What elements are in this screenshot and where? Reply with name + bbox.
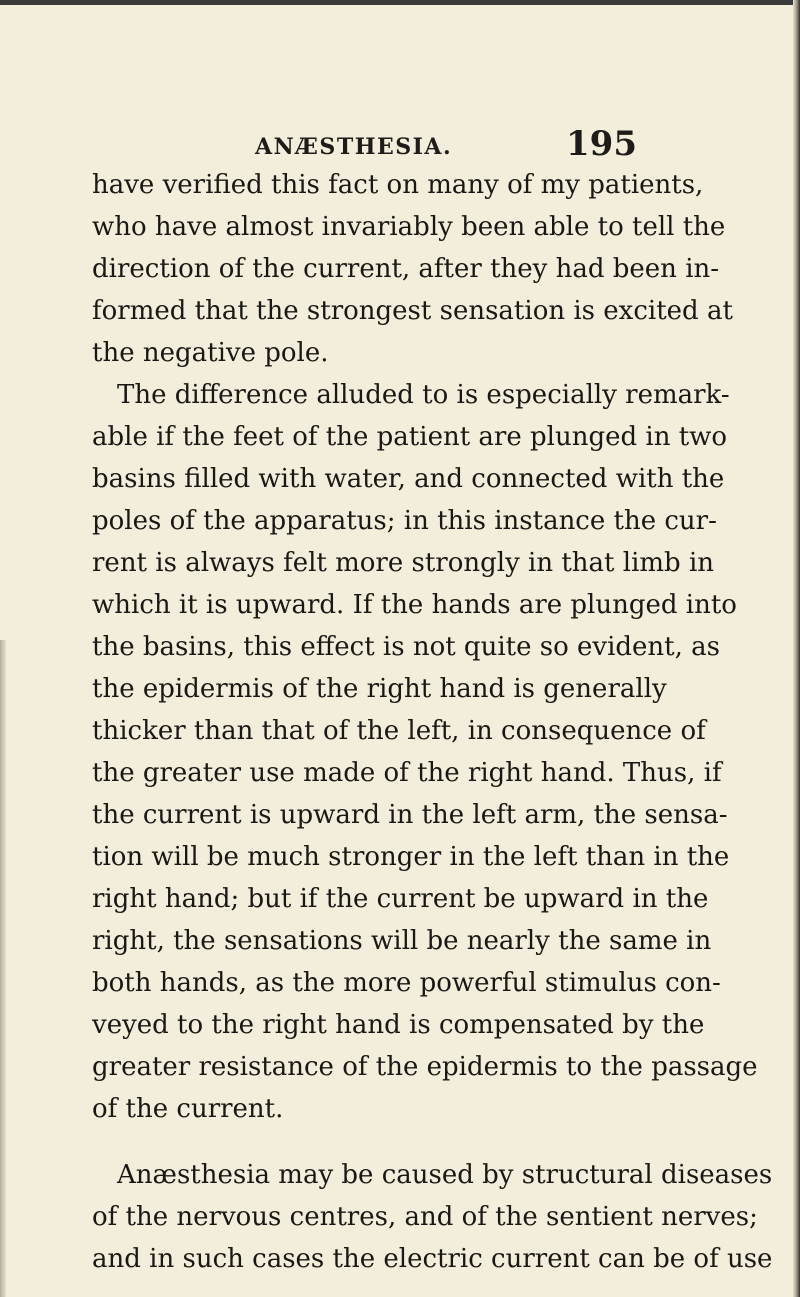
text-line: able if the feet of the patient are plunged in two: [92, 422, 728, 452]
text-line: poles of the apparatus; in this instance the cur-: [92, 506, 717, 536]
text-line: the basins, this effect is not quite so evident, as: [92, 632, 720, 662]
text-line: right, the sensations will be nearly the same in: [92, 926, 712, 956]
text-line: the epidermis of the right hand is generally: [92, 674, 667, 704]
text-line: direction of the current, after they had been in-: [92, 254, 720, 284]
paragraph: [92, 1154, 773, 1280]
page-left-shadow: [0, 640, 6, 1297]
text-line: the negative pole.: [92, 338, 329, 368]
text-line: and in such cases the electric current can be of use: [92, 1244, 773, 1274]
page-top-edge: [0, 0, 800, 5]
text-line: who have almost invariably been able to tell the: [92, 212, 726, 242]
text-line: basins filled with water, and connected with the: [92, 464, 725, 494]
text-line: have verified this fact on many of my patients,: [92, 170, 704, 200]
page-binding-edge: [793, 0, 800, 1297]
text-line: formed that the strongest sensation is excited at: [92, 296, 733, 326]
paragraph: [92, 164, 733, 374]
text-line: tion will be much stronger in the left than in the: [92, 842, 730, 872]
text-line: of the nervous centres, and of the sentient nerves;: [92, 1202, 758, 1232]
text-line: the greater use made of the right hand. Thus, if: [92, 758, 722, 788]
text-line: rent is always felt more strongly in that limb in: [92, 548, 715, 578]
body-text: [92, 164, 773, 1280]
text-line: greater resistance of the epidermis to the passage: [92, 1052, 758, 1082]
text-line: veyed to the right hand is compensated by the: [92, 1010, 705, 1040]
running-head-title: ANÆSTHESIA.: [255, 134, 453, 160]
text-line: of the current.: [92, 1094, 284, 1124]
text-line: thicker than that of the left, in consequence of: [92, 716, 706, 746]
text-line: which it is upward. If the hands are plunged into: [92, 590, 737, 620]
text-line: Anæsthesia may be caused by structural diseases: [117, 1160, 773, 1190]
paragraph: [92, 374, 758, 1130]
paragraph-gap: [92, 1130, 648, 1154]
running-head: [0, 124, 800, 164]
text-line: the current is upward in the left arm, the sensa-: [92, 800, 728, 830]
text-line: both hands, as the more powerful stimulus con-: [92, 968, 721, 998]
text-line: The difference alluded to is especially remark-: [117, 380, 730, 410]
text-line: right hand; but if the current be upward in the: [92, 884, 709, 914]
page-number: 195: [566, 124, 637, 164]
